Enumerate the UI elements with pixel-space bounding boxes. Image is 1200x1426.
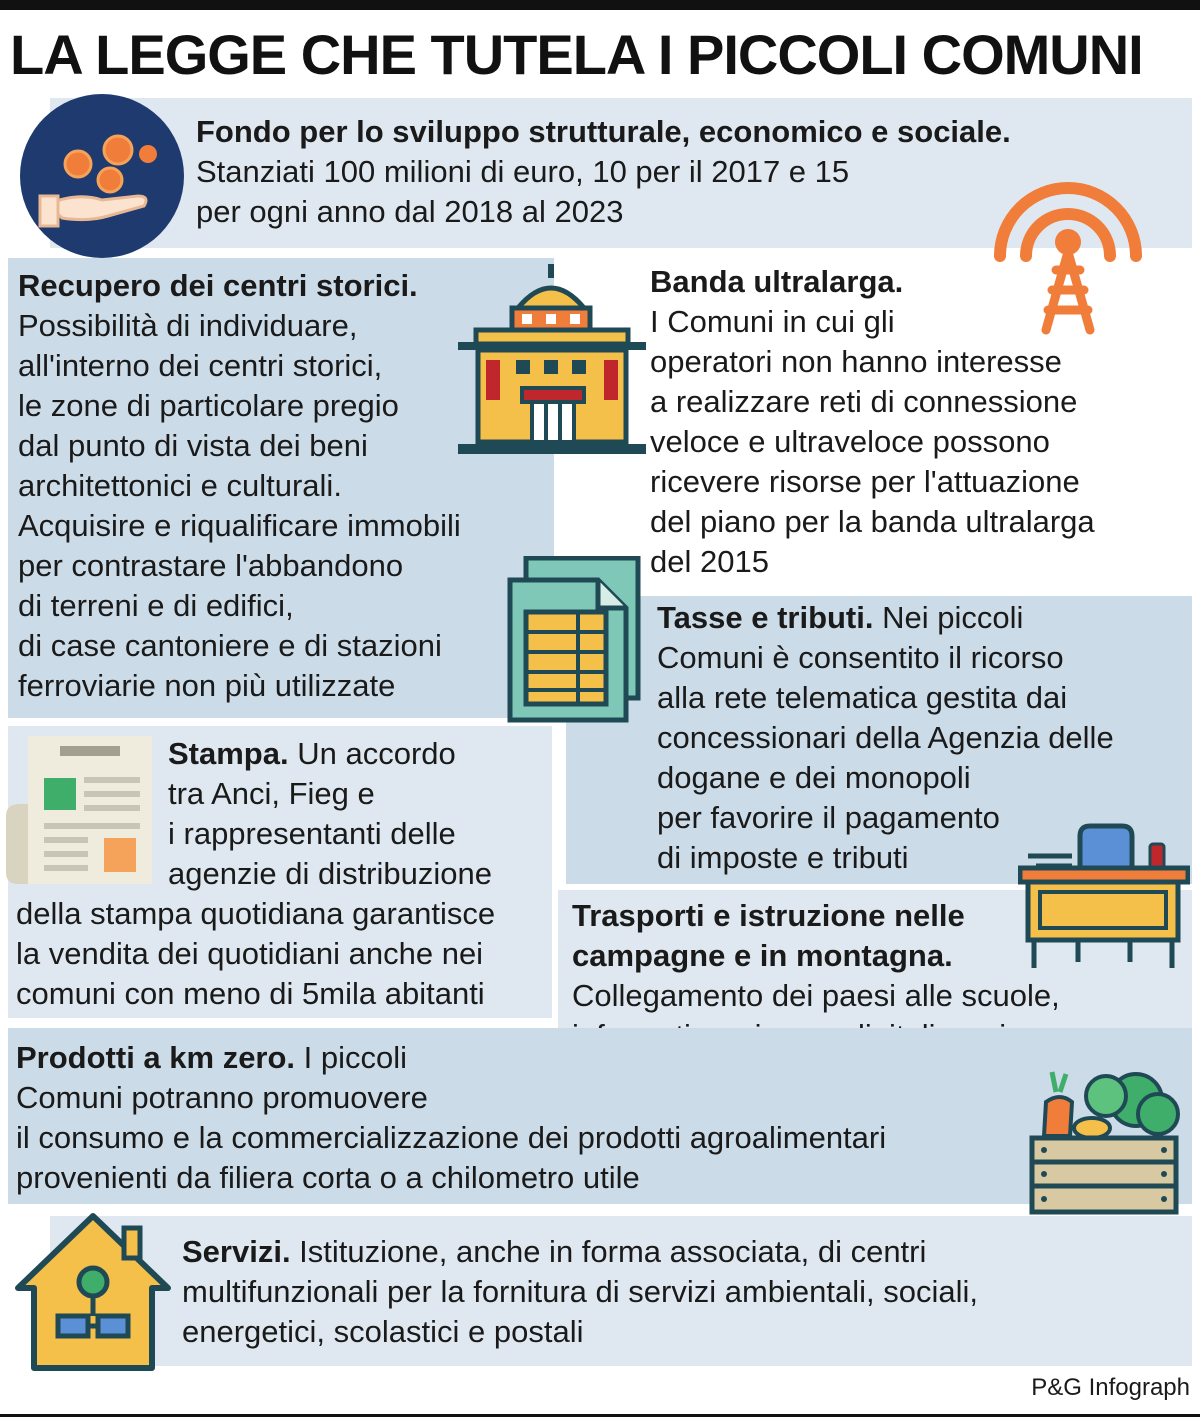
servizi-line: multifunzionali per la fornitura di servizi ambientali, sociali, bbox=[182, 1274, 979, 1309]
stampa-line: i rappresentanti delle bbox=[168, 816, 456, 851]
documents-icon bbox=[506, 556, 642, 724]
tasse-line: di imposte e tributi bbox=[657, 840, 909, 875]
recupero-line: dal punto di vista dei beni bbox=[18, 428, 368, 463]
credit: P&G Infograph bbox=[1031, 1374, 1190, 1401]
tasse-heading: Tasse e tributi. bbox=[657, 600, 874, 635]
desk-icon bbox=[1018, 822, 1190, 972]
prodotti-text bbox=[16, 1038, 886, 1198]
recupero-line: architettonici e culturali. bbox=[18, 468, 342, 503]
trasporti-line: Collegamento dei paesi alle scuole, bbox=[572, 978, 1060, 1013]
trasporti-heading: campagne e in montagna. bbox=[572, 938, 953, 973]
recupero-line: per contrastare l'abbandono bbox=[18, 548, 404, 583]
servizi-heading: Servizi. bbox=[182, 1234, 291, 1269]
bottom-rule bbox=[0, 1414, 1200, 1417]
prodotti-heading: Prodotti a km zero. bbox=[16, 1040, 296, 1075]
house-utilities-icon bbox=[14, 1212, 172, 1374]
tasse-line: dogane e dei monopoli bbox=[657, 760, 971, 795]
banda-line: ricevere risorse per l'attuazione bbox=[650, 464, 1080, 499]
tasse-line: concessionari della Agenzia delle bbox=[657, 720, 1114, 755]
coins-hand-icon bbox=[18, 92, 186, 260]
prodotti-line: provenienti da filiera corta o a chilometro utile bbox=[16, 1160, 640, 1195]
fondo-line: per ogni anno dal 2018 al 2023 bbox=[196, 194, 624, 229]
prodotti-line: il consumo e la commercializzazione dei prodotti agroalimentari bbox=[16, 1120, 887, 1155]
top-rule bbox=[0, 0, 1200, 10]
fondo-line: Stanziati 100 milioni di euro, 10 per il 2017 e 15 bbox=[196, 154, 850, 189]
stampa-text bbox=[168, 734, 492, 894]
stampa-line: comuni con meno di 5mila abitanti bbox=[16, 976, 485, 1011]
tasse-line: per favorire il pagamento bbox=[657, 800, 1000, 835]
banda-line: operatori non hanno interesse bbox=[650, 344, 1062, 379]
servizi-text bbox=[182, 1232, 978, 1352]
servizi-line: energetici, scolastici e postali bbox=[182, 1314, 584, 1349]
newspaper-icon bbox=[4, 734, 154, 888]
prodotti-line: I piccoli bbox=[295, 1040, 408, 1075]
recupero-line: all'interno dei centri storici, bbox=[18, 348, 383, 383]
servizi-line: Istituzione, anche in forma associata, di centri bbox=[290, 1234, 927, 1269]
stampa-text-wide bbox=[16, 894, 495, 1014]
banda-line: I Comuni in cui gli bbox=[650, 304, 895, 339]
stampa-heading: Stampa. bbox=[168, 736, 289, 771]
banda-line: del piano per la banda ultralarga bbox=[650, 504, 1095, 539]
trasporti-heading: Trasporti e istruzione nelle bbox=[572, 898, 965, 933]
stampa-line: agenzie di distribuzione bbox=[168, 856, 492, 891]
prodotti-line: Comuni potranno promuovere bbox=[16, 1080, 428, 1115]
recupero-text bbox=[18, 266, 461, 706]
vegetable-crate-icon bbox=[1026, 1062, 1182, 1218]
tasse-line: alla rete telematica gestita dai bbox=[657, 680, 1068, 715]
tasse-line: Comuni è consentito il ricorso bbox=[657, 640, 1064, 675]
building-icon bbox=[456, 262, 648, 458]
recupero-line: Possibilità di individuare, bbox=[18, 308, 358, 343]
recupero-line: di case cantoniere e di stazioni bbox=[18, 628, 442, 663]
recupero-line: di terreni e di edifici, bbox=[18, 588, 294, 623]
tasse-line: Nei piccoli bbox=[873, 600, 1024, 635]
recupero-line: Acquisire e riqualificare immobili bbox=[18, 508, 461, 543]
banda-text bbox=[650, 262, 1095, 582]
recupero-line: ferroviarie non più utilizzate bbox=[18, 668, 396, 703]
page-title: LA LEGGE CHE TUTELA I PICCOLI COMUNI bbox=[10, 23, 1143, 86]
fondo-text bbox=[196, 112, 1011, 232]
stampa-line: la vendita dei quotidiani anche nei bbox=[16, 936, 484, 971]
banda-heading: Banda ultralarga. bbox=[650, 264, 904, 299]
recupero-heading: Recupero dei centri storici. bbox=[18, 268, 418, 303]
recupero-line: le zone di particolare pregio bbox=[18, 388, 399, 423]
stampa-line: tra Anci, Fieg e bbox=[168, 776, 375, 811]
stampa-line: Un accordo bbox=[288, 736, 456, 771]
fondo-heading: Fondo per lo sviluppo strutturale, economico e sociale. bbox=[196, 114, 1011, 149]
banda-line: del 2015 bbox=[650, 544, 769, 579]
stampa-line: della stampa quotidiana garantisce bbox=[16, 896, 496, 931]
banda-line: a realizzare reti di connessione bbox=[650, 384, 1078, 419]
banda-line: veloce e ultraveloce possono bbox=[650, 424, 1050, 459]
